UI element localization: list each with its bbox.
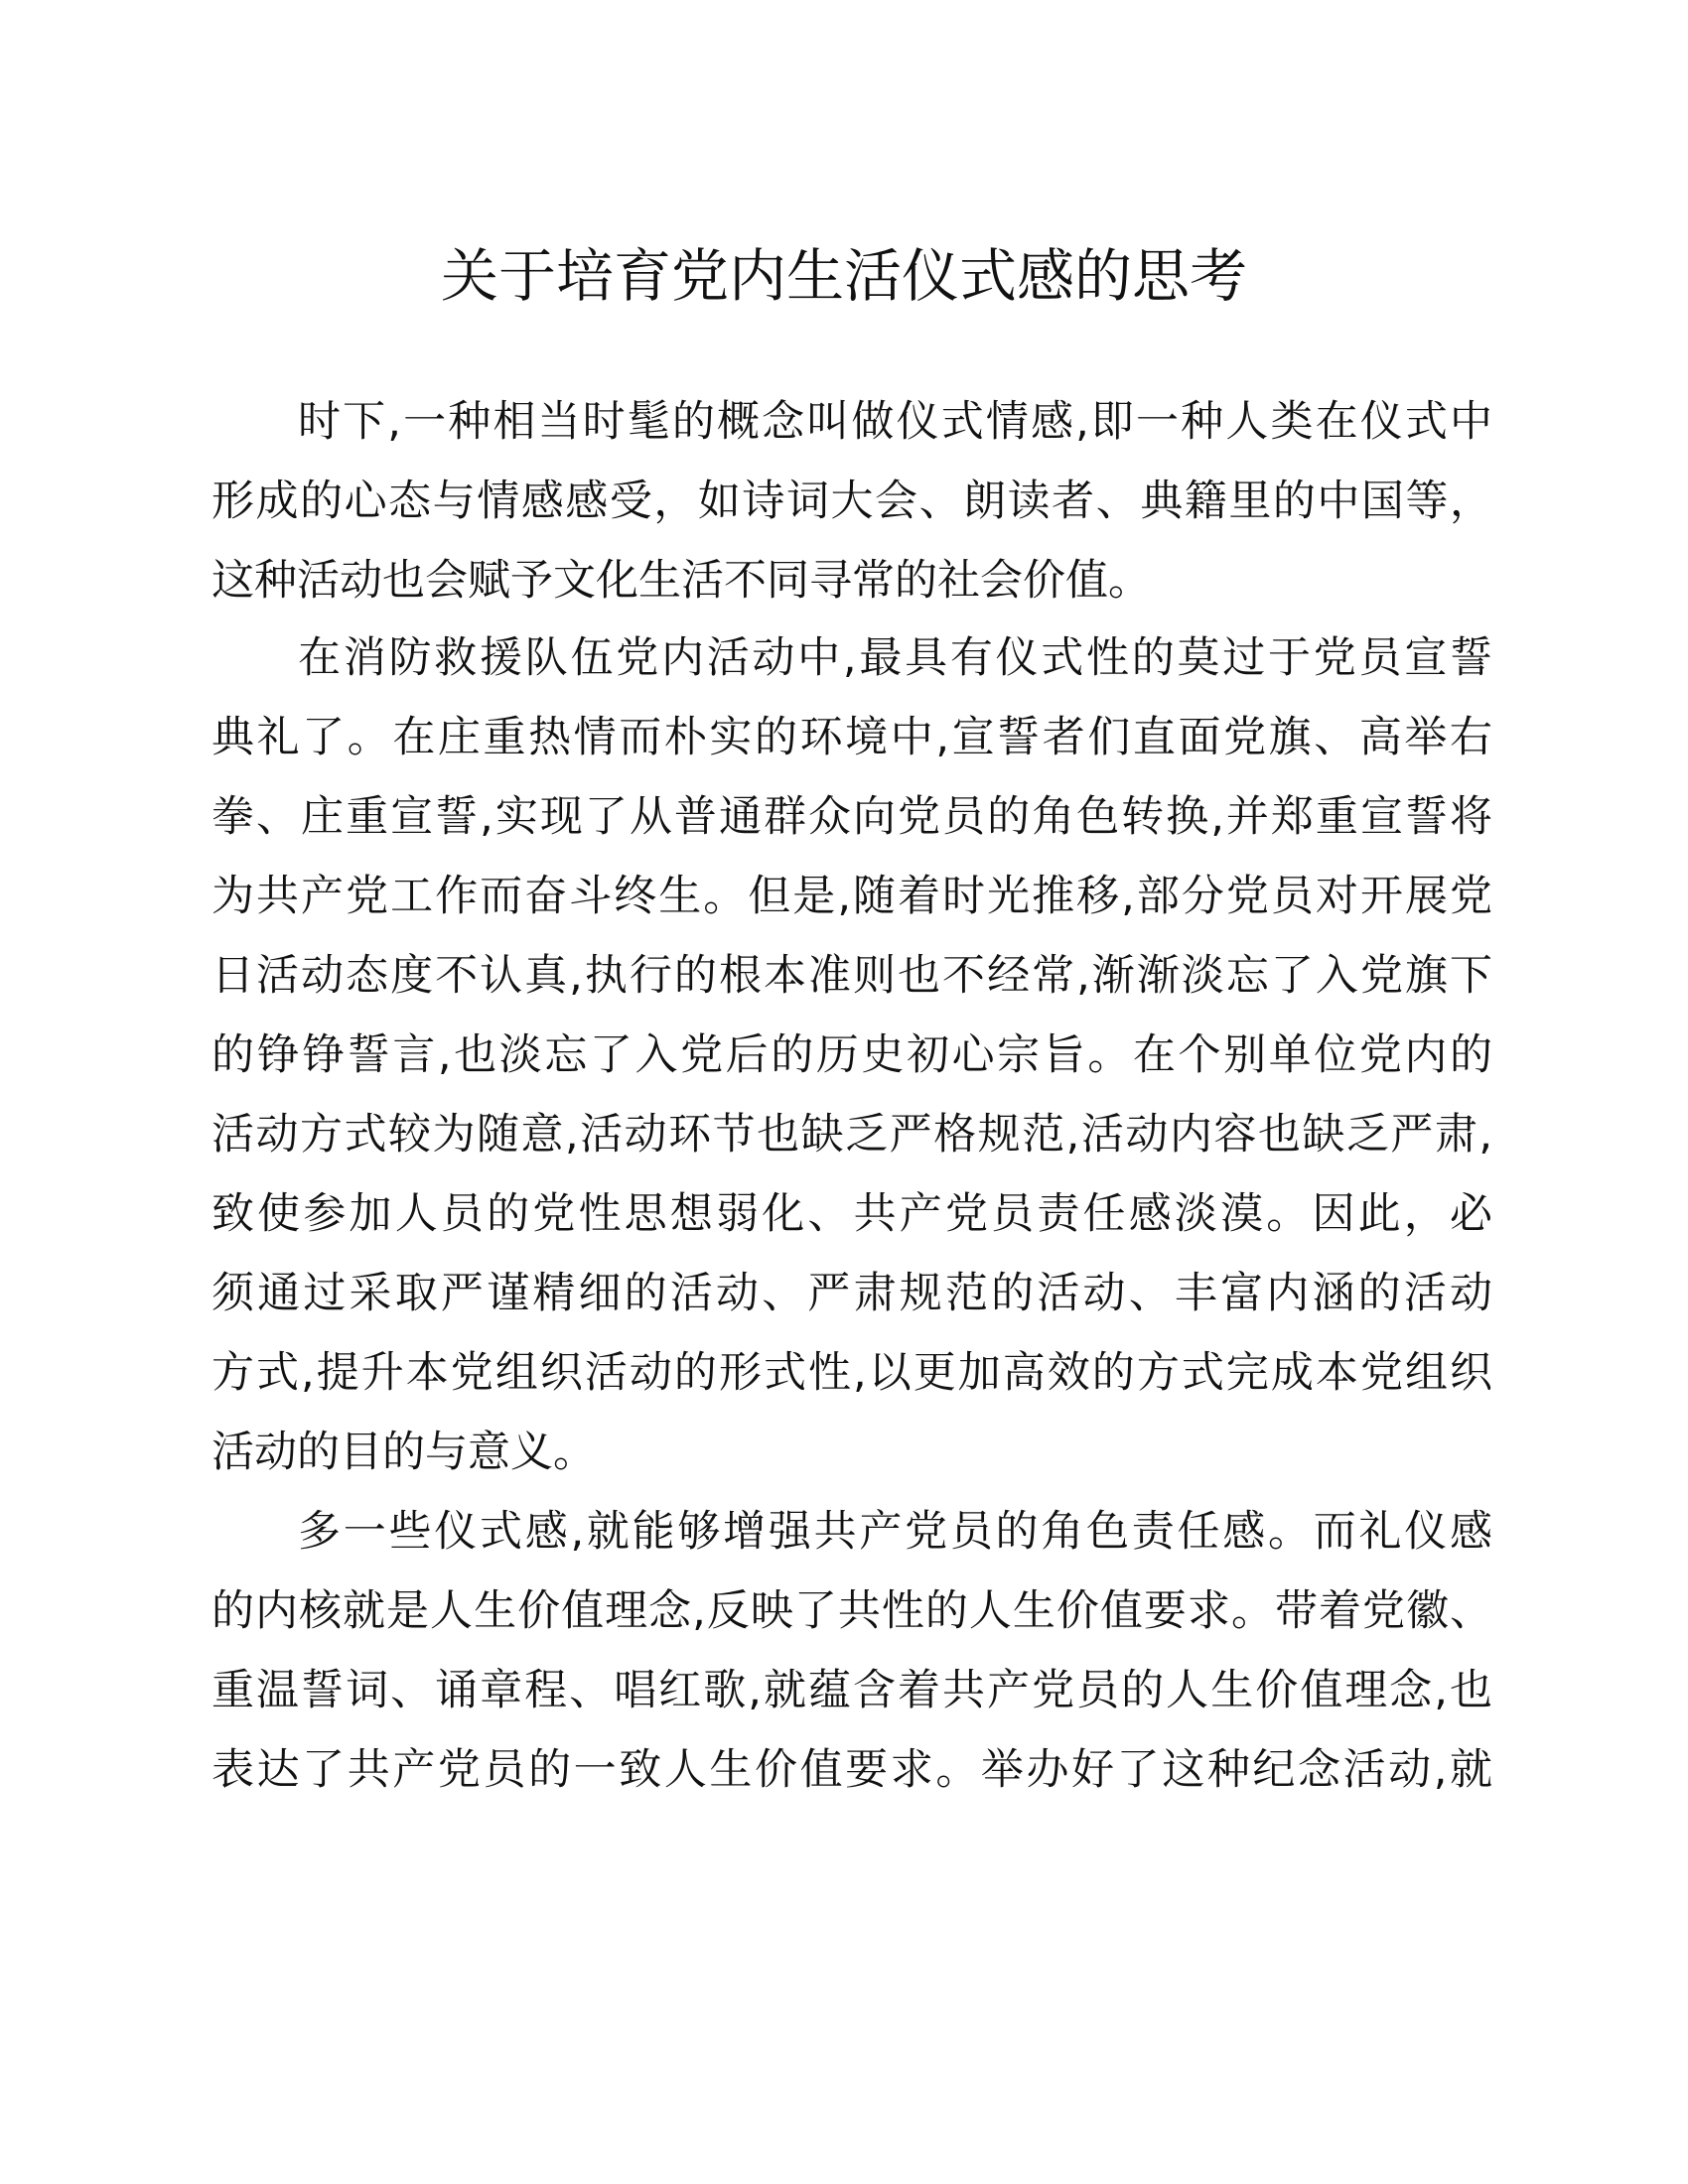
paragraph-2-line-5: 日活动态度不认真,执行的根本准则也不经常,渐渐淡忘了入党旗下 xyxy=(211,951,1492,1001)
document-title: 关于培育党内生活仪式感的思考 xyxy=(440,242,1247,310)
paragraph-1-line-2: 形成的心态与情感感受，如诗词大会、朗读者、典籍里的中国等， xyxy=(211,477,1492,526)
paragraph-2-line-3: 拳、庄重宣誓,实现了从普通群众向党员的角色转换,并郑重宣誓将 xyxy=(211,792,1492,842)
paragraph-3-line-2: 的内核就是人生价值理念,反映了共性的人生价值要求。带着党徽、 xyxy=(211,1586,1492,1636)
paragraph-2-line-11: 活动的目的与意义。 xyxy=(211,1428,596,1477)
paragraph-3-line-4: 表达了共产党员的一致人生价值要求。举办好了这种纪念活动,就 xyxy=(211,1745,1492,1795)
paragraph-2-line-9: 须通过采取严谨精细的活动、严肃规范的活动、丰富内涵的活动 xyxy=(211,1269,1492,1318)
paragraph-2-line-2: 典礼了。在庄重热情而朴实的环境中,宣誓者们直面党旗、高举右 xyxy=(211,713,1492,762)
paragraph-2-line-7: 活动方式较为随意,活动环节也缺乏严格规范,活动内容也缺乏严肃, xyxy=(211,1110,1492,1160)
paragraph-3-line-1: 多一些仪式感,就能够增强共产党员的角色责任感。而礼仪感 xyxy=(298,1507,1492,1557)
paragraph-2-line-1: 在消防救援队伍党内活动中,最具有仪式性的莫过于党员宣誓 xyxy=(298,633,1492,683)
paragraph-2-line-10: 方式,提升本党组织活动的形式性,以更加高效的方式完成本党组织 xyxy=(211,1348,1492,1398)
paragraph-1-line-3: 这种活动也会赋予文化生活不同寻常的社会价值。 xyxy=(211,556,1151,606)
paragraph-2-line-4: 为共产党工作而奋斗终生。但是,随着时光推移,部分党员对开展党 xyxy=(211,872,1492,921)
paragraph-1-line-1: 时下,一种相当时髦的概念叫做仪式情感,即一种人类在仪式中 xyxy=(298,397,1492,447)
paragraph-2-line-6: 的铮铮誓言,也淡忘了入党后的历史初心宗旨。在个别单位党内的 xyxy=(211,1030,1492,1080)
paragraph-3-line-3: 重温誓词、诵章程、唱红歌,就蕴含着共产党员的人生价值理念,也 xyxy=(211,1666,1492,1715)
paragraph-2-line-8: 致使参加人员的党性思想弱化、共产党员责任感淡漠。因此，必 xyxy=(211,1189,1492,1239)
